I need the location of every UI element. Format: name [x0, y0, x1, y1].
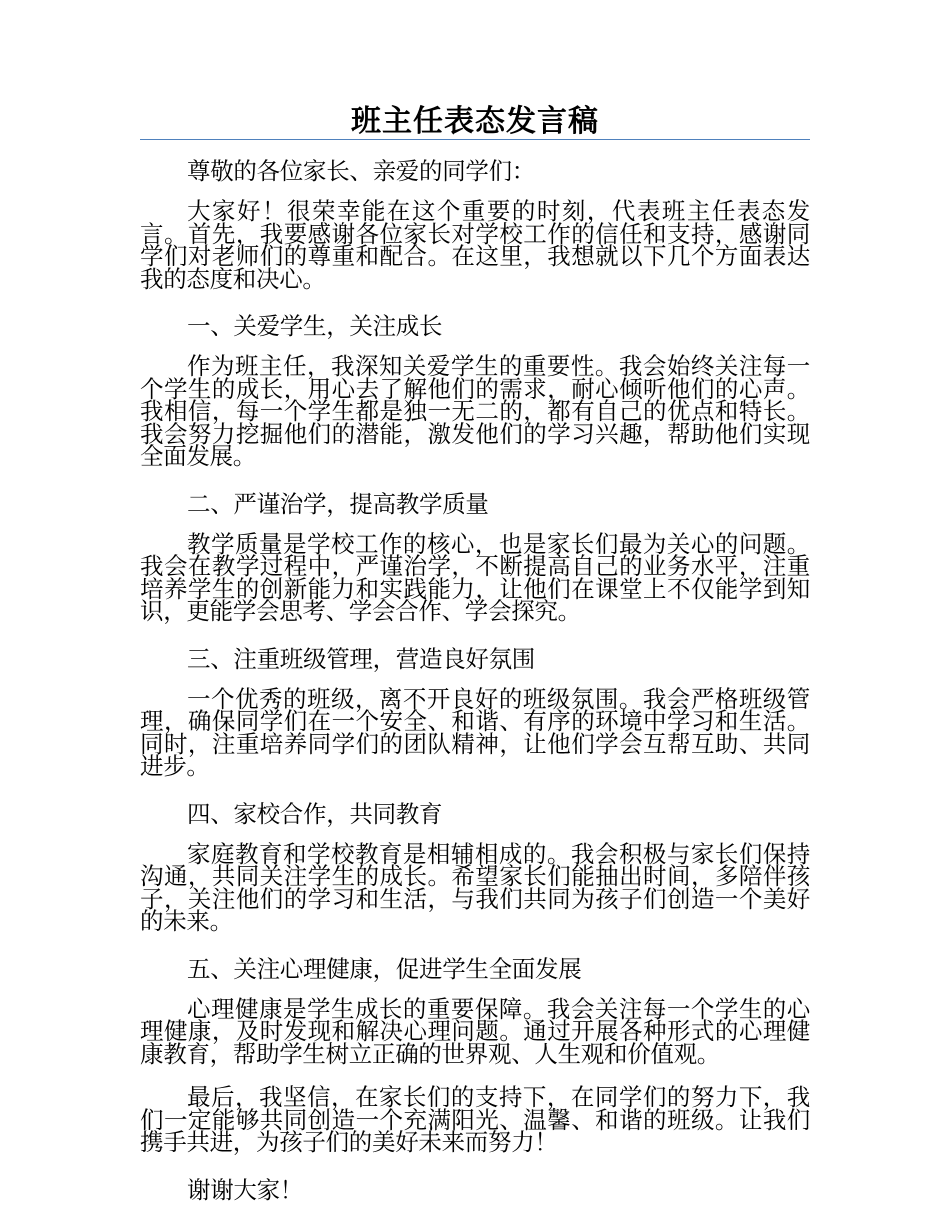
document-title: 班主任表态发言稿 [351, 104, 599, 139]
section-paragraph: 作为班主任，我深知关爱学生的重要性。我会始终关注每一个学生的成长，用心去了解他们的需求，耐心倾听他们的心声。我相信，每一个学生都是独一无二的，都有自己的优点和特长。我会努力挖掘他们的潜能，激发他们的学习兴趣，帮助他们实现全面发展。 [140, 352, 810, 470]
section-heading: 二、严谨治学，提高教学质量 [187, 489, 489, 518]
closing-paragraph: 最后，我坚信，在家长们的支持下，在同学们的努力下，我们一定能够共同创造一个充满阳光、温馨、和谐的班级。让我们携手共进，为孩子们的美好未来而努力！ [140, 1083, 810, 1156]
section-heading: 一、关爱学生，关注成长 [187, 312, 443, 340]
section-paragraph: 家庭教育和学校教育是相辅相成的。我会积极与家长们保持沟通，共同关注学生的成长。希望家长们能抽出时间，多陪伴孩子，关注他们的学习和生活，与我们共同为孩子们创造一个美好的未来。 [140, 839, 810, 935]
section-heading: 三、注重班级管理，营造良好氛围 [187, 644, 535, 673]
section-heading: 四、家校合作，共同教育 [187, 799, 443, 828]
section-paragraph: 教学质量是学校工作的核心，也是家长们最为关心的问题。我会在教学过程中，严谨治学，不断提高自己的业务水平，注重培养学生的创新能力和实践能力，让他们在课堂上不仅能学到知识，更能学会思考、学会合作、学会探究。 [140, 529, 810, 625]
title-underline [140, 139, 810, 140]
thanks-line: 谢谢大家！ [187, 1175, 303, 1204]
section-paragraph: 一个优秀的班级，离不开良好的班级氛围。我会严格班级管理，确保同学们在一个安全、和谐、有序的环境中学习和生活。同时，注重培养同学们的团队精神，让他们学会互帮互助、共同进步。 [140, 684, 810, 780]
section-paragraph: 心理健康是学生成长的重要保障。我会关注每一个学生的心理健康，及时发现和解决心理问题。通过开展各种形式的心理健康教育，帮助学生树立正确的世界观、人生观和价值观。 [140, 994, 810, 1068]
intro-paragraph: 大家好！很荣幸能在这个重要的时刻，代表班主任表态发言。首先，我要感谢各位家长对学校工作的信任和支持，感谢同学们对老师们的尊重和配合。在这里，我想就以下几个方面表达我的态度和决心。 [140, 197, 810, 293]
document-body [140, 156, 810, 1219]
section-heading: 五、关注心理健康，促进学生全面发展 [187, 954, 582, 983]
greeting: 尊敬的各位家长、亲爱的同学们： [187, 157, 535, 185]
